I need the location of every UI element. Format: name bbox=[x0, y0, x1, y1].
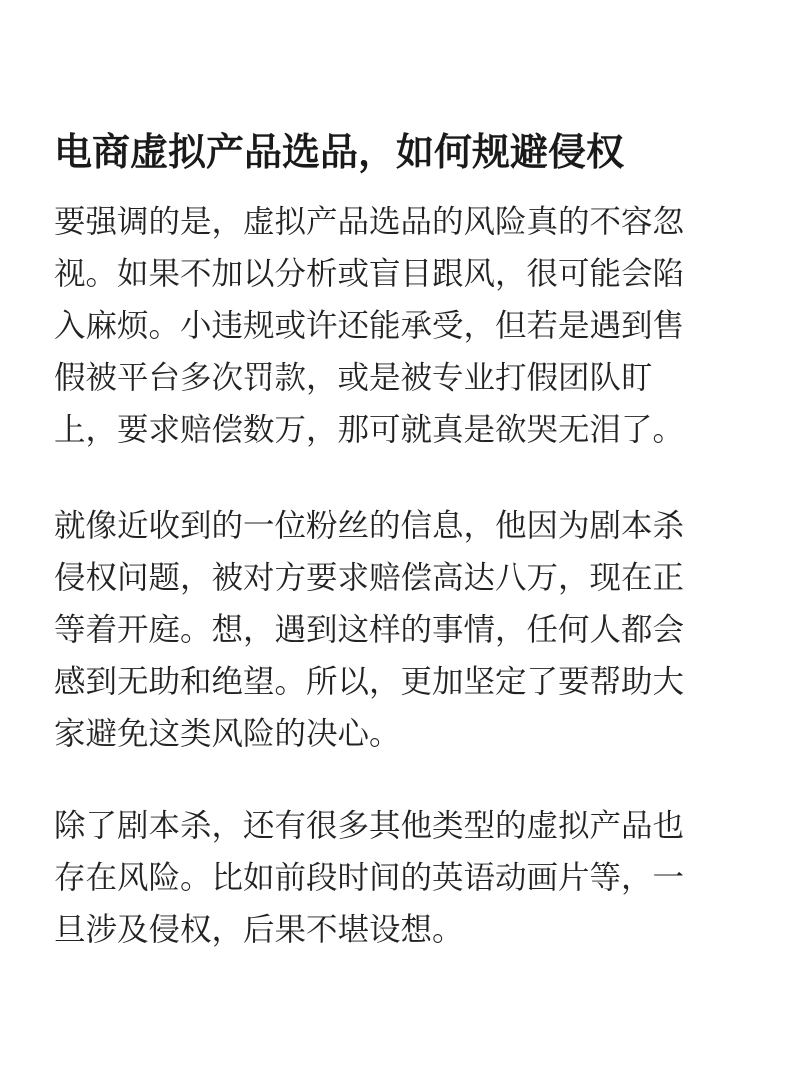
paragraph-line: 假被平台多次罚款，或是被专业打假团队盯 bbox=[54, 360, 653, 396]
paragraph-line: 感到无助和绝望。所以，更加坚定了要帮助大 bbox=[54, 664, 685, 700]
paragraph-line: 存在风险。比如前段时间的英语动画片等，一 bbox=[54, 860, 685, 896]
paragraph-line: 就像近收到的一位粉丝的信息，他因为剧本杀 bbox=[54, 508, 685, 544]
paragraph-1 bbox=[54, 196, 754, 456]
paragraph-line: 旦涉及侵权，后果不堪设想。 bbox=[54, 912, 464, 948]
paragraph-line: 侵权问题，被对方要求赔偿高达八万，现在正 bbox=[54, 560, 685, 596]
paragraph-line: 入麻烦。小违规或许还能承受，但若是遇到售 bbox=[54, 308, 685, 344]
paragraph-line: 家避免这类风险的决心。 bbox=[54, 716, 401, 752]
paragraph-line: 除了剧本杀，还有很多其他类型的虚拟产品也 bbox=[54, 808, 685, 844]
article-title: 电商虚拟产品选品，如何规避侵权 bbox=[54, 130, 625, 174]
paragraph-line: 视。如果不加以分析或盲目跟风，很可能会陷 bbox=[54, 256, 685, 292]
paragraph-3 bbox=[54, 800, 754, 956]
paragraph-2 bbox=[54, 500, 754, 760]
paragraph-line: 上，要求赔偿数万，那可就真是欲哭无泪了。 bbox=[54, 412, 685, 448]
paragraph-line: 等着开庭。想，遇到这样的事情，任何人都会 bbox=[54, 612, 685, 648]
paragraph-line: 要强调的是，虚拟产品选品的风险真的不容忽 bbox=[54, 204, 685, 240]
